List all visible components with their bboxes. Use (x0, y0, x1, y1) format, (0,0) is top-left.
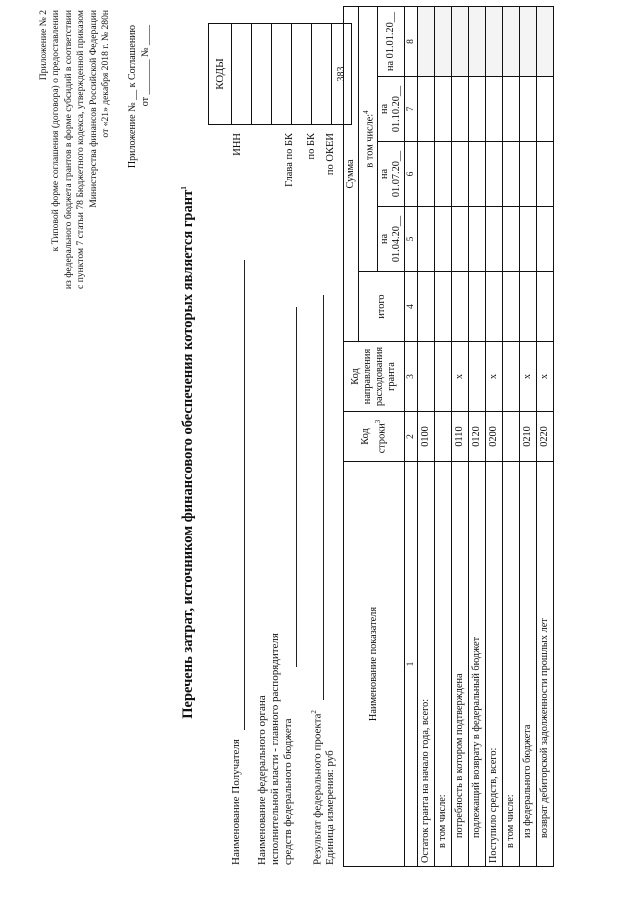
header-row-code (344, 412, 405, 462)
table-row (537, 6, 554, 866)
row-sum-cell (503, 77, 520, 142)
header-including-footnote: 4 (362, 110, 370, 114)
table-row (520, 6, 537, 866)
row-sum-cell (503, 142, 520, 207)
codes-cell-spacer (252, 24, 272, 125)
column-number: 8 (405, 6, 418, 76)
table-body (418, 6, 554, 866)
project-underline (323, 295, 324, 700)
authority-underline (296, 307, 297, 667)
table-row (435, 6, 452, 866)
column-number: 4 (405, 272, 418, 342)
row-code (503, 412, 520, 462)
appendix-header (38, 10, 112, 305)
row-sum-cell (435, 272, 452, 342)
row-sum-cell (520, 77, 537, 142)
attachment-line: Приложение № __ к Соглашению (127, 25, 138, 169)
row-sum-cell (452, 77, 469, 142)
row-sum-cell (486, 77, 503, 142)
header-direction-code: Код направления расходования гранта (344, 342, 405, 412)
row-indicator-name: Поступило средств, всего: (486, 462, 503, 867)
codes-table (208, 23, 352, 125)
costs-table (343, 6, 554, 867)
row-sum-cell (486, 6, 503, 76)
row-sum-cell (435, 6, 452, 76)
row-indicator-name: в том числе: (503, 462, 520, 867)
row-sum-cell (537, 77, 554, 142)
row-sum-cell (452, 142, 469, 207)
glava-label: Глава по БК (284, 133, 295, 187)
okei-label: по ОКЕИ (325, 133, 336, 176)
authority-label-1: Наименование федерального органа (256, 695, 268, 865)
row-sum-cell (469, 77, 486, 142)
row-code: 0120 (469, 412, 486, 462)
row-sum-cell (418, 272, 435, 342)
table-row (418, 6, 435, 866)
row-direction-code: x (537, 342, 554, 412)
row-code: 0100 (418, 412, 435, 462)
unit-label: Единица измерения: руб (324, 750, 336, 865)
row-sum-cell (486, 207, 503, 272)
authority-label-3: средств федерального бюджета (282, 718, 294, 865)
row-code (435, 412, 452, 462)
codes-cell-inn (232, 24, 252, 125)
title-text: Перечень затрат, источником финансового обеспечения которых является грант (180, 189, 196, 719)
codes-cell-glava (272, 24, 292, 125)
column-number: 5 (405, 207, 418, 272)
row-sum-cell (503, 207, 520, 272)
row-sum-cell (469, 142, 486, 207)
appendix-line: Приложение № 2 (38, 10, 49, 81)
row-sum-cell (486, 142, 503, 207)
column-number: 7 (405, 77, 418, 142)
row-sum-cell (435, 77, 452, 142)
row-indicator-name: из федерального бюджета (520, 462, 537, 867)
row-code: 0200 (486, 412, 503, 462)
row-code: 0220 (537, 412, 554, 462)
row-direction-code: x (520, 342, 537, 412)
header-row-code-text: Код строки (360, 423, 388, 454)
row-sum-cell (520, 142, 537, 207)
row-sum-cell (520, 207, 537, 272)
row-sum-cell (418, 6, 435, 76)
row-sum-cell (418, 77, 435, 142)
appendix-line: с пунктом 7 статьи 78 Бюджетного кодекса, утвержденной приказом (75, 10, 87, 289)
row-sum-cell (418, 207, 435, 272)
attachment-line: от _______ № ____ (140, 25, 151, 107)
row-direction-code: x (486, 342, 503, 412)
row-sum-cell (503, 272, 520, 342)
title-footnote: 1 (180, 186, 189, 190)
header-total: итого (359, 272, 405, 342)
row-direction-code (418, 342, 435, 412)
appendix-line: от «21» декабря 2018 г. № 280н (100, 10, 112, 138)
header-indicator-name: Наименование показателя (344, 462, 405, 867)
codes-header: КОДЫ (209, 24, 232, 125)
authority-label-2: исполнительной власти - главного распорядителя (269, 633, 281, 865)
row-direction-code: x (452, 342, 469, 412)
column-number: 2 (405, 412, 418, 462)
row-sum-cell (469, 207, 486, 272)
row-indicator-name: Остаток гранта на начало года, всего: (418, 462, 435, 867)
header-date: на 01.10.20__ (378, 77, 405, 142)
row-sum-cell (435, 207, 452, 272)
header-date: на 01.01.20__ (378, 6, 405, 76)
codes-cell-bk (312, 24, 332, 125)
row-sum-cell (435, 142, 452, 207)
header-including-text: в том числе: (364, 113, 376, 168)
row-direction-code (503, 342, 520, 412)
row-sum-cell (469, 6, 486, 76)
table-row (469, 6, 486, 866)
project-label (310, 710, 324, 865)
recipient-label: Наименование Получателя (230, 739, 242, 865)
header-date: на 01.07.20__ (378, 142, 405, 207)
row-direction-code (435, 342, 452, 412)
table-row (503, 6, 520, 866)
header-including (359, 6, 378, 271)
row-code: 0110 (452, 412, 469, 462)
row-direction-code (469, 342, 486, 412)
row-sum-cell (537, 6, 554, 76)
header-row-code-footnote: 3 (374, 419, 382, 424)
row-indicator-name: в том числе: (435, 462, 452, 867)
row-code: 0210 (520, 412, 537, 462)
row-sum-cell (520, 272, 537, 342)
project-footnote: 2 (310, 710, 318, 714)
appendix-line: из федерального бюджета грантов в форме субсидий в соответствии (62, 10, 74, 290)
appendix-line: к Типовой форме соглашения (договора) о предоставлении (50, 10, 62, 252)
row-sum-cell (537, 272, 554, 342)
project-label-text: Результат федерального проекта (311, 713, 324, 865)
row-indicator-name: подлежащий возврату в федеральный бюджет (469, 462, 486, 867)
row-sum-cell (486, 272, 503, 342)
column-number: 6 (405, 142, 418, 207)
row-sum-cell (520, 6, 537, 76)
attachment-header (126, 25, 152, 265)
row-sum-cell (503, 6, 520, 76)
codes-cell-okei: 383 (332, 24, 352, 125)
table-row (486, 6, 503, 866)
column-number: 3 (405, 342, 418, 412)
column-number: 1 (405, 462, 418, 867)
row-sum-cell (452, 272, 469, 342)
row-sum-cell (452, 207, 469, 272)
row-sum-cell (537, 142, 554, 207)
row-sum-cell (452, 6, 469, 76)
header-sum: Сумма (344, 6, 359, 341)
row-indicator-name: возврат дебиторской задолженности прошлых лет (537, 462, 554, 867)
document-title (180, 40, 197, 865)
row-sum-cell (537, 207, 554, 272)
row-indicator-name: потребность в котором подтверждена (452, 462, 469, 867)
table-row (452, 6, 469, 866)
header-date: на 01.04.20__ (378, 207, 405, 272)
row-sum-cell (418, 142, 435, 207)
codes-cell-spacer (292, 24, 312, 125)
inn-label: ИНН (232, 133, 243, 156)
po-bk-label: по БК (306, 133, 317, 160)
row-sum-cell (469, 272, 486, 342)
appendix-line: Министерства финансов Российской Федерации (87, 10, 99, 208)
recipient-underline (244, 260, 245, 730)
